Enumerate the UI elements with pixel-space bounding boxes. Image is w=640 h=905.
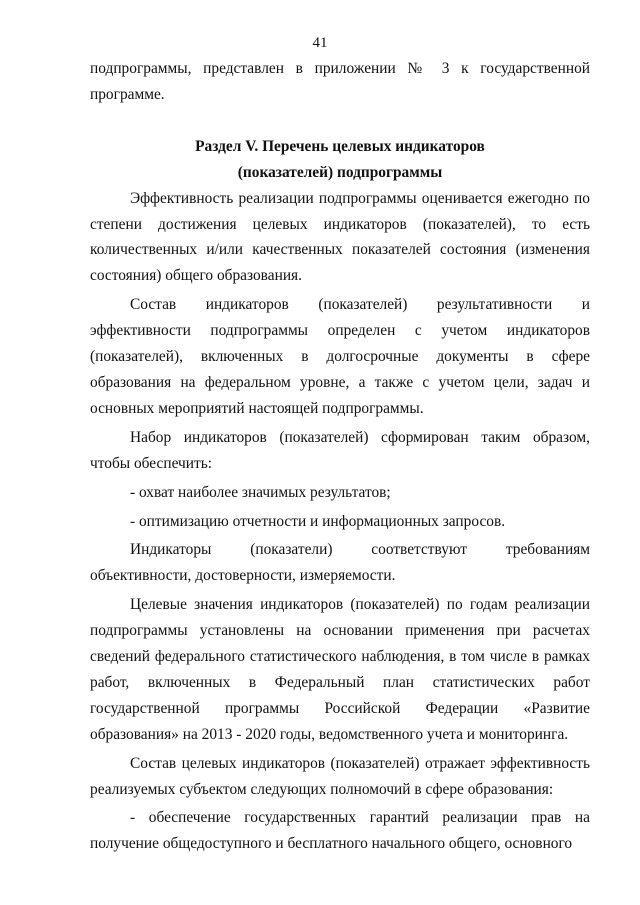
- page-number: 41: [312, 35, 328, 51]
- paragraph-indicator-composition: Состав индикаторов (показателей) результативности и эффективности подпрограммы определен с учетом индикаторов (показателей), включенных в долгосрочные документы в сфере образования на федеральном уровне, а также с учетом цели, задач и основных мероприятий настоящей подпрограммы.: [90, 296, 590, 417]
- paragraph-effectiveness: Эффективность реализации подпрограммы оценивается ежегодно по степени достижения целевых индикаторов (показателей), то есть количественных и/или качественных показателей состояния (изменения состояния) общего образования.: [90, 189, 590, 285]
- section-heading-line-1: Раздел V. Перечень целевых индикаторов: [195, 137, 485, 155]
- continuation-paragraph: подпрограммы, представлен в приложении № 3 к государственной программе.: [90, 60, 590, 103]
- paragraph-target-values: Целевые значения индикаторов (показателей) по годам реализации подпрограммы установлены на основании применения при расчетах сведений федерального статистического наблюдения, в том числе в рамках работ, включенных в Федеральный план статистических работ государственной программы Российской Федерации «Развитие образования» на 2013 - 2020 годы, ведомственного учета и мониторинга.: [90, 596, 590, 743]
- paragraph-indicator-set: Набор индикаторов (показателей) сформирован таким образом, чтобы обеспечить:: [90, 428, 590, 472]
- list-item-coverage: - охват наиболее значимых результатов;: [130, 483, 391, 501]
- paragraph-requirements: Индикаторы (показатели) соответствуют требованиям объективности, достоверности, измеряемости.: [90, 541, 590, 585]
- list-item-guarantees: - обеспечение государственных гарантий реализации прав на получение общедоступного и бесплатного начального общего, основного: [90, 809, 590, 853]
- paragraph-indicator-reflection: Состав целевых индикаторов (показателей) отражает эффективность реализуемых субъектом следующих полномочий в сфере образования:: [90, 754, 590, 798]
- document-body: [90, 56, 590, 857]
- section-heading-line-2: (показателей) подпрограммы: [237, 163, 443, 181]
- list-item-optimization: - оптимизацию отчетности и информационных запросов.: [130, 512, 506, 530]
